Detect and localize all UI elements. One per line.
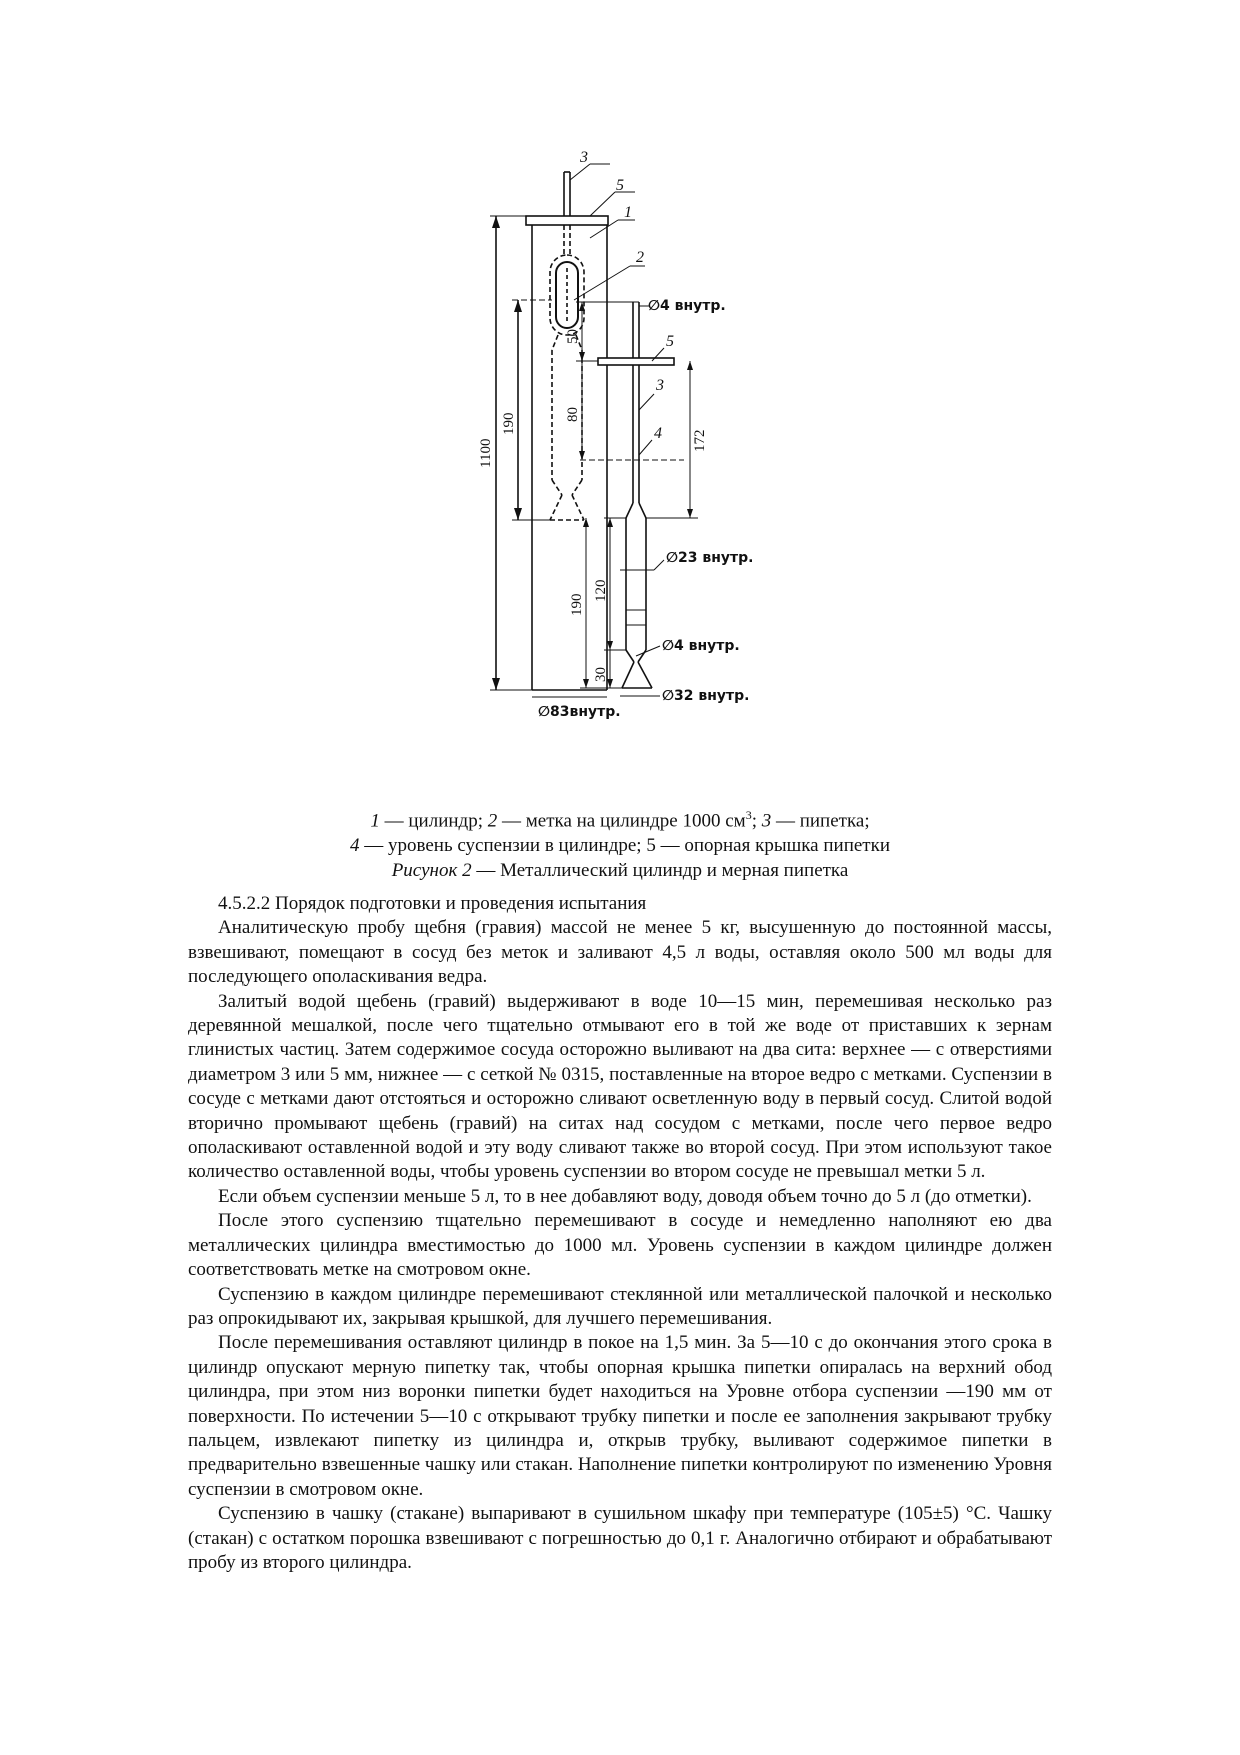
- pipette-diameter-32: ∅32 внутр.: [662, 688, 750, 704]
- technical-drawing: [440, 150, 860, 800]
- pipette-diameter-4: ∅4 внутр.: [662, 638, 740, 654]
- legend-num-2: 2: [487, 810, 498, 832]
- paragraph: Суспензию в чашку (стакане) выпаривают в сушильном шкафу при температуре (105±5) °С. Чашку (стакан) с остатком порошка взвешивают с погрешностью до 0,1 г. Аналогично отбирают и обрабатывают пробу из второго цилиндра.: [188, 1503, 1052, 1573]
- legend-text-3: ;: [751, 810, 762, 832]
- legend-num-4: 4: [349, 835, 360, 857]
- legend-superscript: 3: [745, 808, 752, 822]
- dim-1100: 1100: [478, 438, 494, 468]
- pipette-diameter-top: ∅4 внутр.: [648, 298, 726, 314]
- legend-num-1: 1: [370, 810, 380, 832]
- dim-80: 80: [565, 407, 581, 422]
- cyl-label-1: 1: [624, 204, 632, 221]
- legend-text-2: — метка на цилиндре 1000 см: [497, 810, 746, 832]
- paragraph: После перемешивания оставляют цилиндр в покое на 1,5 мин. За 5—10 с до окончания этого срока в цилиндр опускают мерную пипетку так, чтобы опорная крышка пипетки опиралась на верхний обод цилиндра, при этом низ воронки пипетки будет находиться на Уровне отбора суспензии —190 мм от поверхности. По истечении 5—10 с открывают трубку пипетки и после ее заполнения закрывают трубку пальцем, извлекают пипетку из цилиндра и, открыв трубку, выливают содержимое пипетки в предварительно взвешенные чашку или стакан. Наполнение пипетки контролируют по изменению Уровня суспензии в смотровом окне.: [188, 1332, 1052, 1500]
- pipette-label-3: 3: [656, 377, 664, 394]
- cyl-label-3: 3: [580, 150, 588, 166]
- legend-text-4: — пипетка;: [771, 810, 870, 832]
- paragraph: Суспензию в каждом цилиндре перемешивают стеклянной или металлической палочкой и несколько раз опрокидывают их, закрывая крышкой, для лучшего перемешивания.: [188, 1283, 1052, 1329]
- cyl-label-5: 5: [616, 177, 624, 194]
- dim-30: 30: [593, 667, 609, 682]
- figure-title-line: [190, 858, 1050, 883]
- pipette-diameter-23: ∅23 внутр.: [666, 550, 754, 566]
- paragraph: После этого суспензию тщательно перемешивают в сосуде и немедленно наполняют ею два металлических цилиндра вместимостью до 1000 мл. Уровень суспензии в каждом цилиндре должен соответствовать метке на смотровом окне.: [188, 1210, 1052, 1281]
- dim-120: 120: [593, 579, 609, 602]
- section-heading: 4.5.2.2 Порядок подготовки и проведения испытания: [218, 893, 647, 914]
- paragraph: Залитый водой щебень (гравий) выдерживают в воде 10—15 мин, перемешивая несколько раз деревянной мешалкой, после чего тщательно отмывают его в той же воде от приставших к зернам глинистых частиц. Затем содержимое сосуда осторожно выливают на два сита: верхнее — с отверстиями диаметром 3 или 5 мм, нижнее — с сеткой № 0315, поставленные на второе ведро с метками. Суспензии в сосуде с метками дают отстояться и осторожно сливают осветленную воду в первый сосуд. Слитой водой вторично промывают щебень (гравий) на ситах над сосудом с метками, после чего первое ведро ополаскивают оставленной водой и эту воду сливают также во второй сосуд. При этом используют такое количество оставленной воды, чтобы уровень суспензии во втором сосуде не превышал метки 5 л.: [188, 990, 1052, 1183]
- legend-text-1: — цилиндр;: [379, 810, 488, 832]
- dim-190-pipette: 190: [569, 593, 585, 616]
- paragraph: Аналитическую пробу щебня (гравия) массой не менее 5 кг, высушенную до постоянной массы, взвешивают, помещают в сосуд без меток и заливают 4,5 л воды, оставляя около 500 мл воды для последующего ополаскивания ведра.: [188, 917, 1052, 988]
- figure-label: Рисунок 2: [391, 860, 472, 882]
- figure-title: — Металлический цилиндр и мерная пипетка: [471, 860, 849, 882]
- dim-172: 172: [692, 429, 708, 452]
- legend-text-5: — уровень суспензии в цилиндре; 5 — опорная крышка пипетки: [359, 835, 890, 857]
- cyl-diameter-label: ∅83внутр.: [538, 704, 621, 720]
- paragraph: Если объем суспензии меньше 5 л, то в нее добавляют воду, доводя объем точно до 5 л (до отметки).: [218, 1185, 1032, 1207]
- legend-line-1: [190, 803, 1050, 833]
- dim-50: 50: [565, 329, 581, 344]
- dim-190-cylinder: 190: [501, 412, 517, 435]
- drawing-svg: [440, 150, 860, 800]
- body-text: [188, 892, 1052, 1575]
- legend-line-2: [190, 833, 1050, 858]
- pipette-drawing: [576, 302, 698, 696]
- pipette-label-5: 5: [666, 333, 674, 350]
- pipette-label-4: 4: [654, 425, 662, 442]
- figure-caption: [190, 803, 1050, 883]
- cyl-label-2: 2: [636, 249, 644, 266]
- legend-num-3: 3: [761, 810, 772, 832]
